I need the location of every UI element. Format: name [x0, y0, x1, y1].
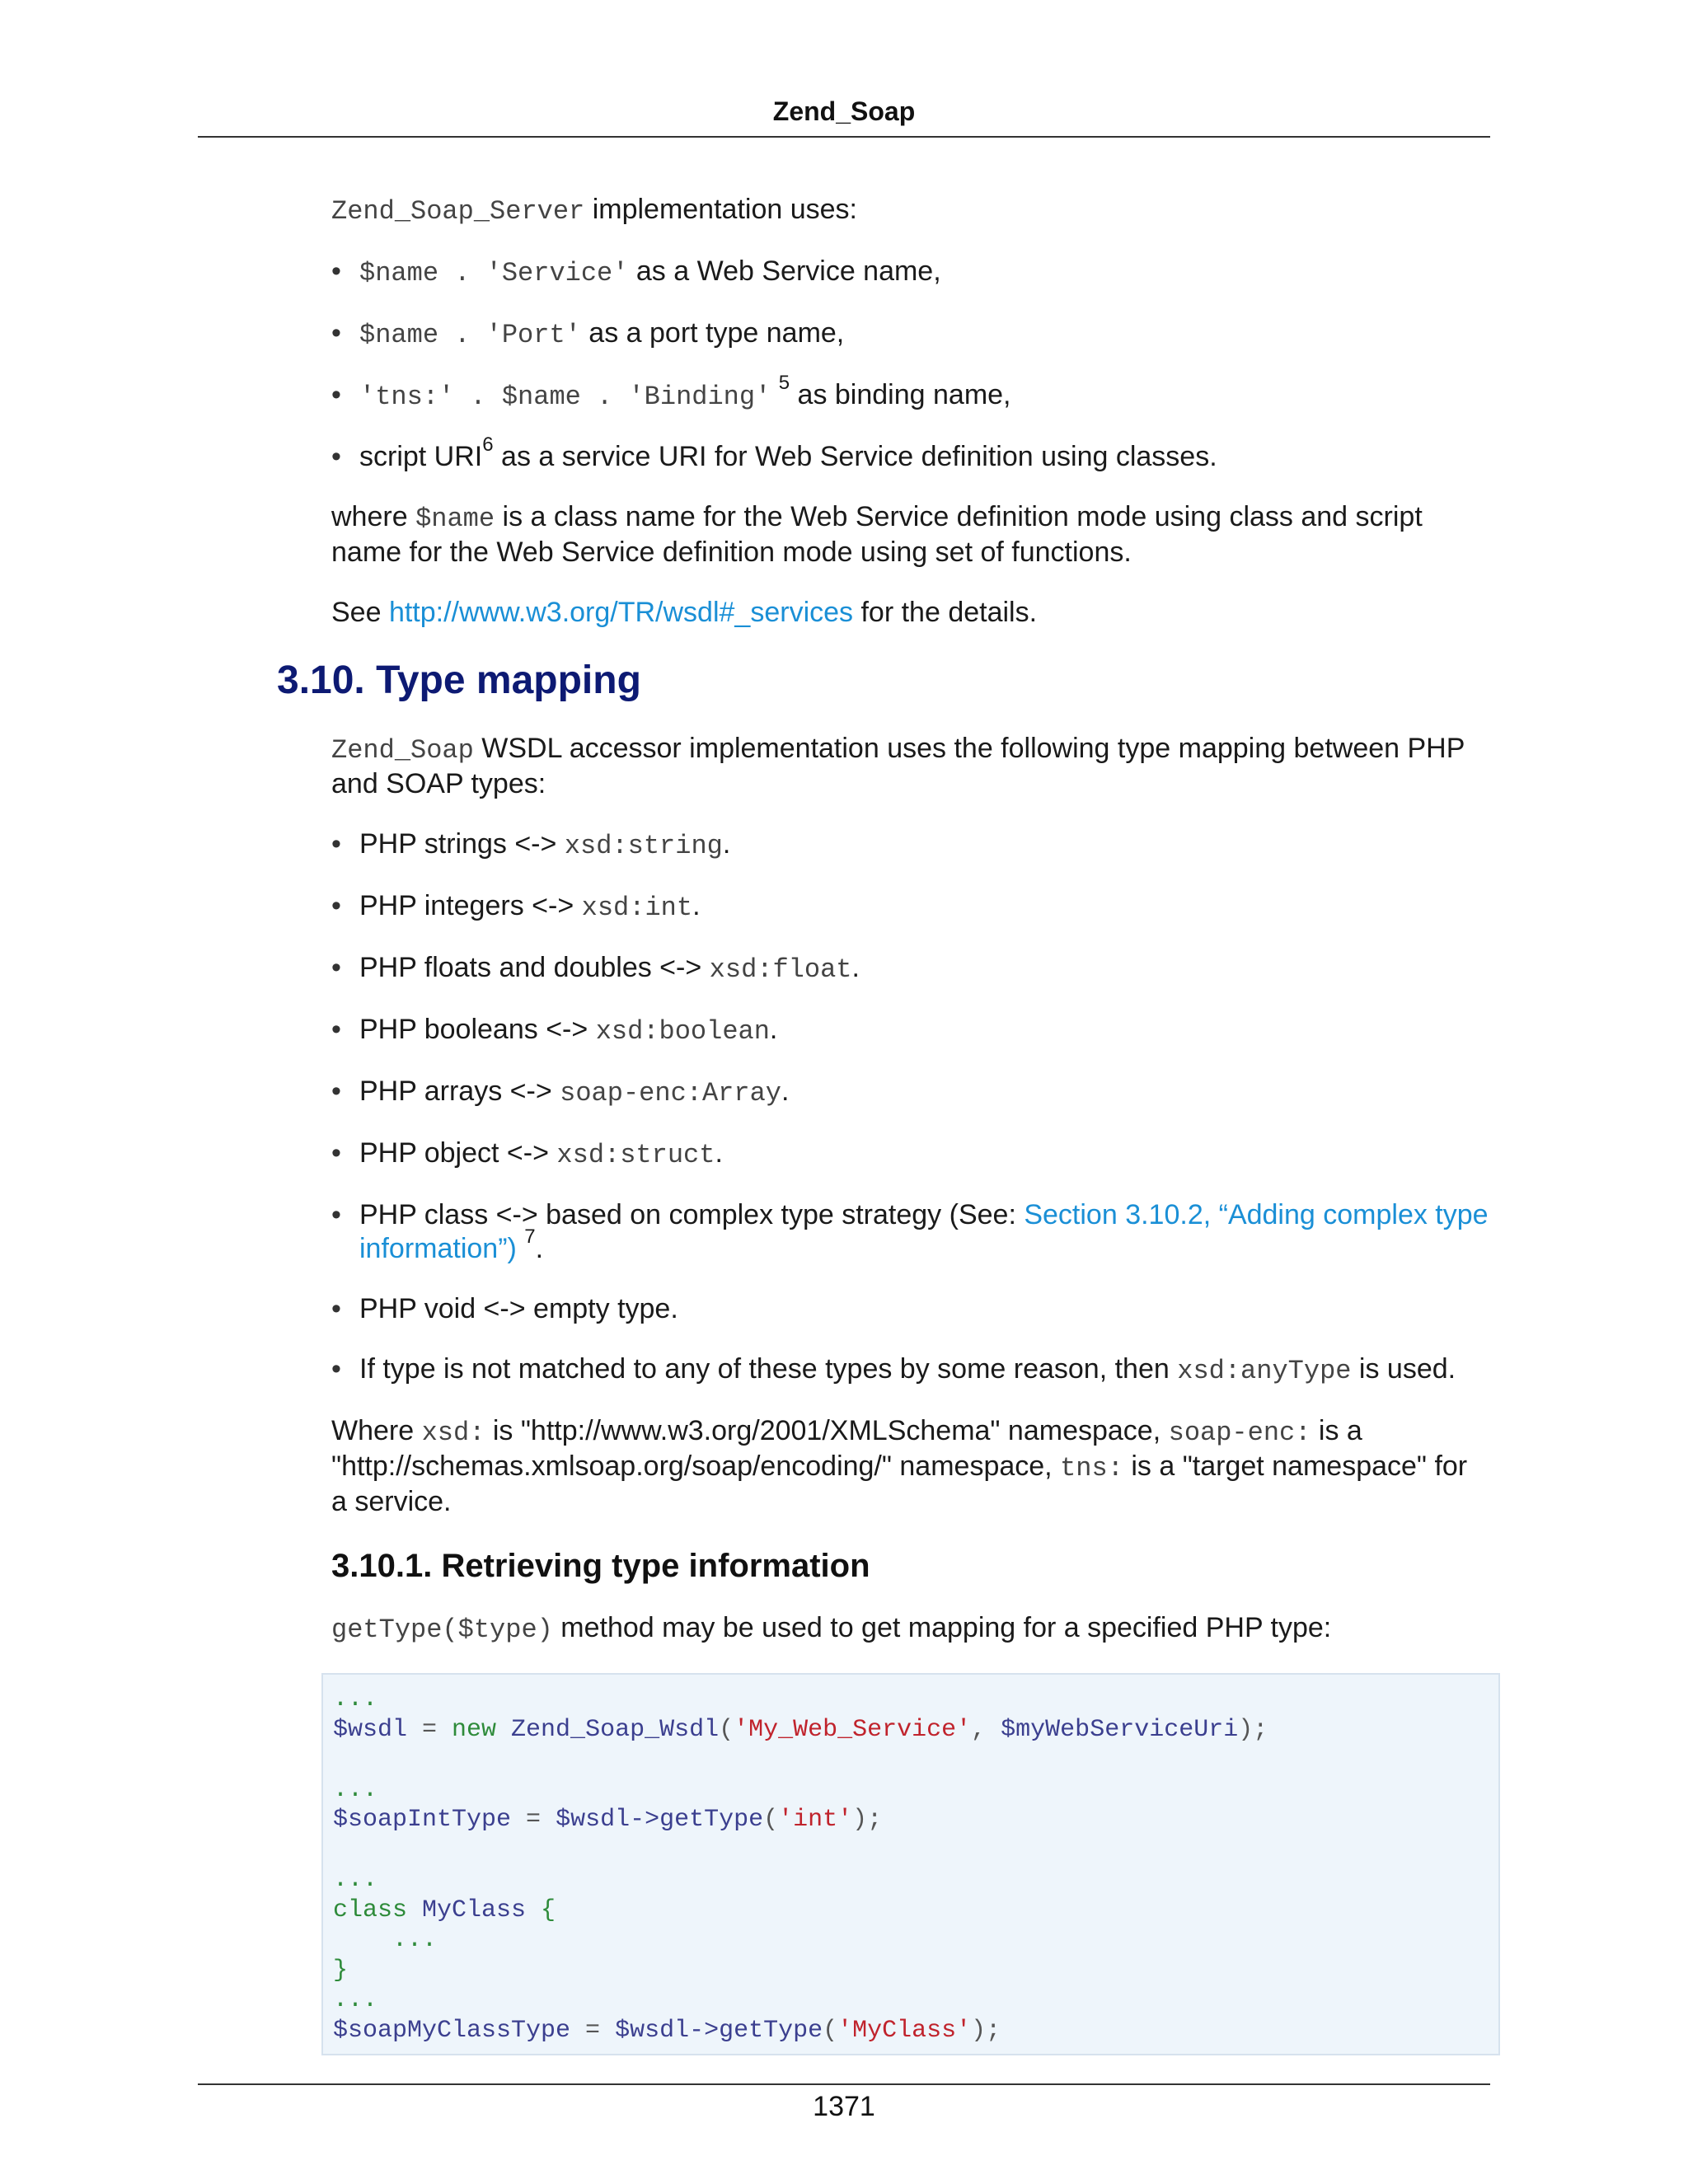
footnote-ref[interactable]: 6: [482, 433, 494, 456]
complex-type-section-link[interactable]: Section 3.10.2, “Adding complex type information”): [359, 1199, 1489, 1264]
intro-lead: Zend_Soap_Server implementation uses:: [331, 194, 857, 227]
section-heading: 3.10. Type mapping: [277, 658, 641, 702]
subsection-lead: getType($type) method may be used to get mapping for a specified PHP type:: [331, 1612, 1332, 1645]
list-item: • If type is not matched to any of these types by some reason, then xsd:anyType is used.: [331, 1352, 1490, 1388]
footer-rule: [198, 2083, 1490, 2085]
wsdl-services-link[interactable]: http://www.w3.org/TR/wsdl#_services: [388, 597, 854, 628]
list-item: • PHP arrays <-> soap-enc:Array.: [331, 1075, 1490, 1110]
list-item: • 'tns:' . $name . 'Binding' $^5$ as binding name,: [331, 378, 1490, 414]
list-item: • PHP floats and doubles <-> xsd:float.: [331, 951, 1490, 987]
list-item: • $name . 'Port' as a port type name,: [331, 316, 1490, 352]
list-item: • PHP booleans <-> xsd:boolean.: [331, 1013, 1490, 1048]
subsection-heading: 3.10.1. Retrieving type information: [331, 1548, 870, 1584]
code-block[interactable]: ... $wsdl = new Zend_Soap_Wsdl('My_Web_Service', $myWebServiceUri); ... $soapIntType = $wsdl->getType('int'); ... class MyClass { ... } ... $soapMyClassType = $wsdl->getType('MyClass');: [321, 1673, 1500, 2055]
list-item: • PHP integers <-> xsd:int.: [331, 889, 1490, 925]
list-item: • PHP void <-> empty type.: [331, 1292, 1490, 1326]
where-paragraph: where $name is a class name for the Web Service definition mode using class and script name for the Web Service definition mode using set of functions.: [331, 501, 1423, 568]
header-rule: [198, 136, 1490, 138]
page-number: 1371: [813, 2091, 875, 2122]
page-content: [277, 193, 1490, 2055]
list-item: • PHP object <-> xsd:struct.: [331, 1137, 1490, 1172]
namespace-paragraph: Where xsd: is "http://www.w3.org/2001/XMLSchema" namespace, soap-enc: is a "http://schemas.xmlsoap.org/soap/encoding/" namespace, tns: is a "target namespace" for a service.: [331, 1415, 1468, 1517]
footnote-ref[interactable]: 5: [778, 371, 790, 394]
list-item: • $name . 'Service' as a Web Service name,: [331, 255, 1490, 290]
list-item: • script URI$^6$ as a service URI for Web Service definition using classes.: [331, 440, 1490, 474]
running-header: Zend_Soap: [772, 96, 916, 126]
code-inline: Zend_Soap_Server: [331, 196, 585, 227]
section-lead: Zend_Soap WSDL accessor implementation uses the following type mapping between PHP and SOAP types:: [331, 733, 1465, 799]
type-mapping-list: [331, 827, 1490, 1388]
see-paragraph: See http://www.w3.org/TR/wsdl#_services for the details.: [331, 597, 1038, 628]
footnote-ref[interactable]: 7: [524, 1225, 536, 1248]
naming-list: [331, 255, 1490, 474]
list-item: • PHP strings <-> xsd:string.: [331, 827, 1490, 863]
list-item: • PHP class <-> based on complex type strategy (See: Section 3.10.2, “Adding complex type information”) $^7$.: [331, 1198, 1490, 1266]
